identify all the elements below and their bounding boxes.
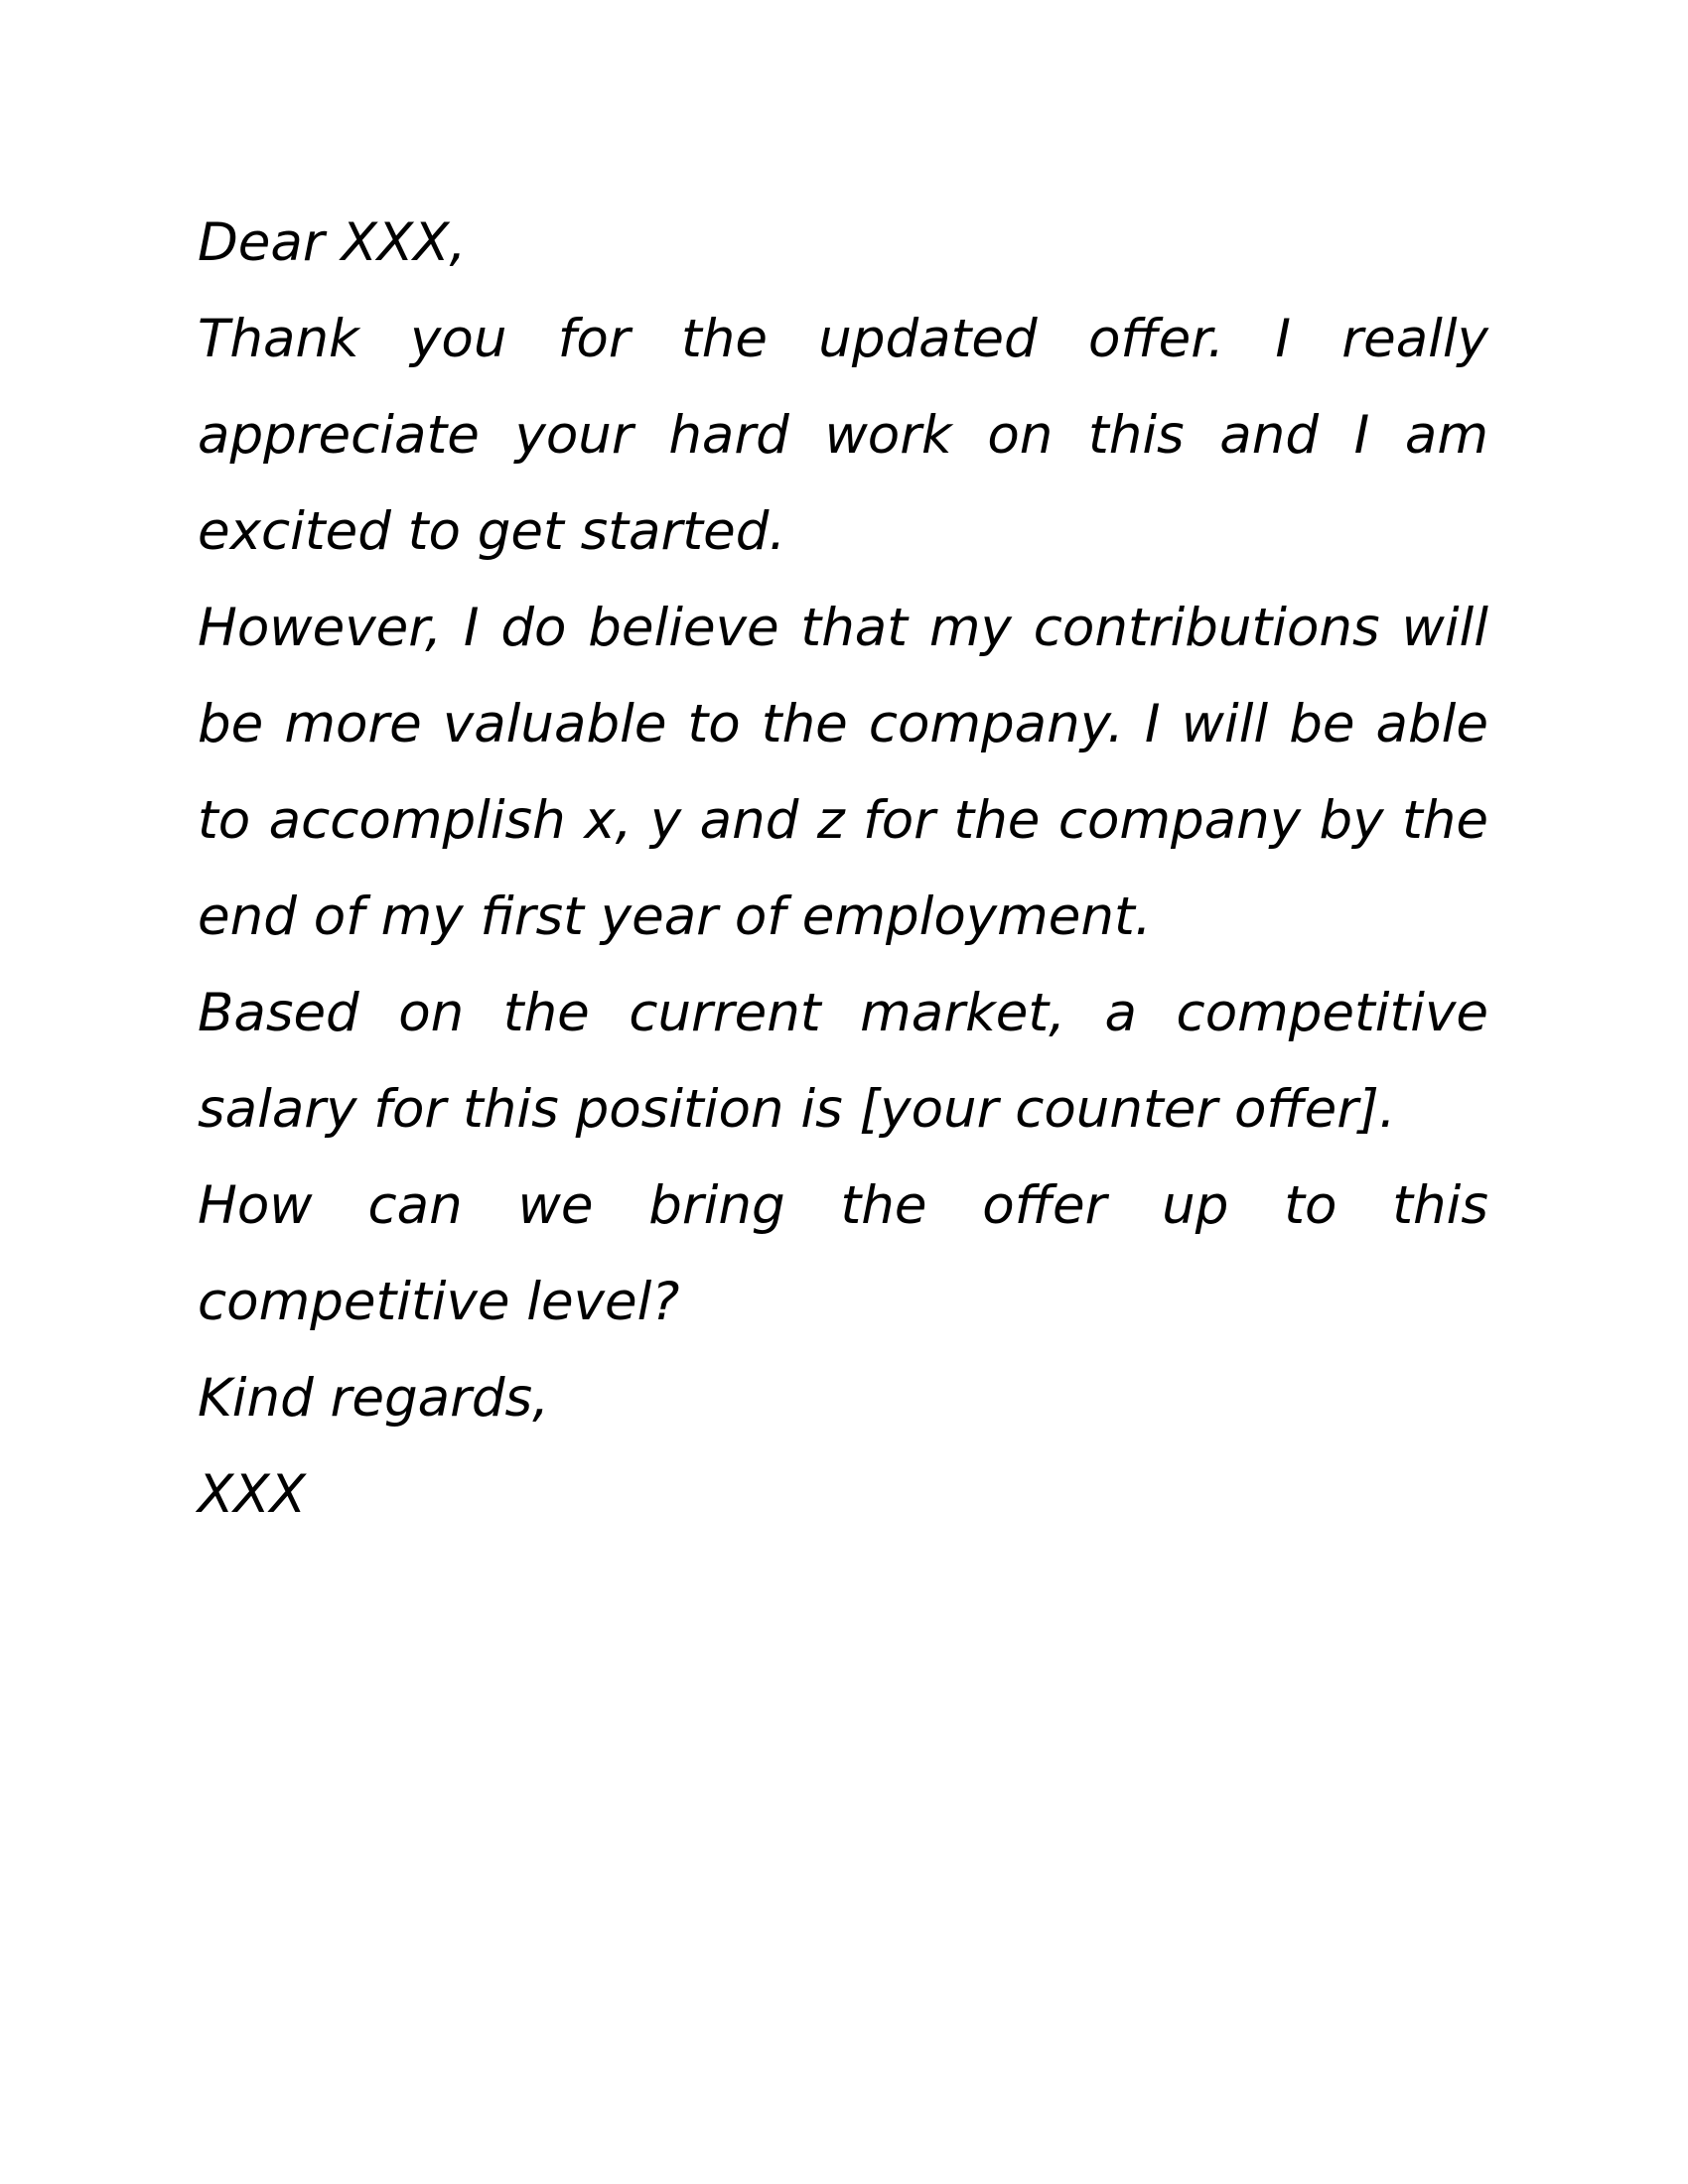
- signature: XXX: [198, 1464, 306, 1525]
- paragraph-thanks: Thank you for the updated offer. I really appreciate your hard work on this and I am excited to get started.: [198, 309, 1488, 562]
- salutation: Dear XXX,: [198, 212, 467, 273]
- closing: Kind regards,: [198, 1368, 549, 1429]
- paragraph-contributions: However, I do believe that my contributions will be more valuable to the company. I will be able to accomplish x, y and z for the company by the end of my first year of employment.: [198, 598, 1488, 947]
- letter-body: [198, 195, 1488, 1543]
- paragraph-market-salary: Based on the current market, a competitive salary for this position is [your counter offer].: [198, 983, 1488, 1140]
- paragraph-question: How can we bring the offer up to this competitive level?: [198, 1175, 1488, 1332]
